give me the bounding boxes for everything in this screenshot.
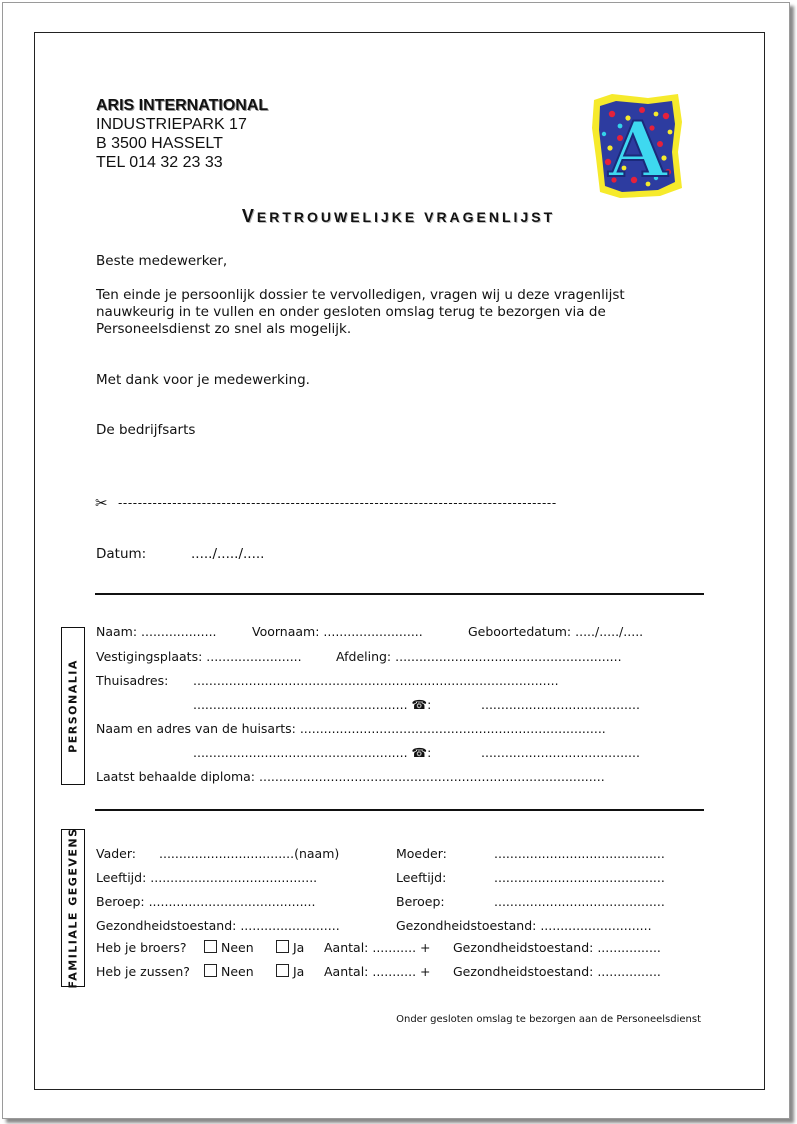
broers-ja-checkbox[interactable]: [276, 940, 289, 953]
moeder-gezondheid-field[interactable]: Gezondheidstoestand: ............................: [396, 918, 652, 933]
date-label: Datum:: [96, 546, 147, 562]
voornaam-field[interactable]: Voornaam: .........................: [252, 624, 423, 639]
zussen-question: Heb je zussen?: [96, 964, 190, 979]
greeting: Beste medewerker,: [96, 253, 228, 269]
company-block: [96, 96, 268, 172]
checkbox-label: Ja: [293, 940, 305, 955]
vader-gezondheid-field[interactable]: Gezondheidstoestand: .........................: [96, 918, 340, 933]
company-phone: TEL 014 32 23 33: [96, 154, 223, 171]
zussen-neen-checkbox[interactable]: [204, 964, 217, 977]
vader-beroep-field[interactable]: Beroep: ..........................................: [96, 894, 316, 909]
diploma-field[interactable]: Laatst behaalde diploma: .......................................................................................: [96, 769, 605, 784]
afdeling-field[interactable]: Afdeling: .........................................................: [336, 649, 622, 664]
logo-letter: A: [608, 105, 668, 194]
checkbox-label: Neen: [221, 940, 254, 955]
geboortedatum-field[interactable]: Geboortedatum: ...../...../.....: [468, 624, 644, 639]
thanks-line: Met dank voor je medewerking.: [96, 372, 310, 388]
document-title: [0, 206, 797, 227]
company-name: ARIS INTERNATIONAL: [96, 97, 269, 114]
vader-leeftijd-field[interactable]: Leeftijd: ..........................................: [96, 870, 318, 885]
section-divider: [95, 593, 704, 595]
company-logo: [590, 92, 686, 200]
zussen-ja-option[interactable]: [276, 964, 304, 979]
moeder-beroep-label: Beroep:: [396, 894, 445, 909]
footer-note: Onder gesloten omslag te bezorgen aan de Personeelsdienst: [396, 1014, 701, 1025]
broers-aantal-field[interactable]: Aantal: ........... +: [324, 940, 431, 955]
vader-label: Vader:: [96, 846, 136, 861]
zussen-ja-checkbox[interactable]: [276, 964, 289, 977]
vestigingsplaats-field[interactable]: Vestigingsplaats: ........................: [96, 649, 302, 664]
naam-field[interactable]: Naam: ...................: [96, 624, 217, 639]
personalia-label-box: [61, 627, 85, 785]
signature: De bedrijfsarts: [96, 422, 196, 438]
vader-field[interactable]: ..................................(naam): [159, 846, 340, 861]
company-address-city: B 3500 HASSELT: [96, 135, 223, 152]
broers-neen-option[interactable]: [204, 940, 254, 955]
huisarts-field[interactable]: Naam en adres van de huisarts: .............................................................................: [96, 721, 606, 736]
moeder-leeftijd-label: Leeftijd:: [396, 870, 447, 885]
broers-gezondheid-field[interactable]: Gezondheidstoestand: ................: [453, 940, 661, 955]
moeder-beroep-field[interactable]: ...........................................: [494, 894, 665, 909]
huisarts-phone-field[interactable]: ........................................: [481, 745, 640, 760]
familiale-label-box: [61, 829, 85, 987]
title-rest: ERTROUWELIJKE VRAGENLIJST: [256, 209, 556, 225]
letter-body: [96, 287, 625, 338]
zussen-gezondheid-field[interactable]: Gezondheidstoestand: ................: [453, 964, 661, 979]
moeder-field[interactable]: ...........................................: [494, 846, 665, 861]
moeder-leeftijd-field[interactable]: ...........................................: [494, 870, 665, 885]
thuisadres-phone-field[interactable]: ........................................: [481, 697, 640, 712]
broers-neen-checkbox[interactable]: [204, 940, 217, 953]
thuisadres-label: Thuisadres:: [96, 673, 169, 688]
thuisadres-field-2[interactable]: ...................................................... ☎:: [193, 697, 432, 712]
zussen-aantal-field[interactable]: Aantal: ........... +: [324, 964, 431, 979]
familiale-label: FAMILIALE GEGEVENS: [66, 827, 80, 989]
letter-body-line: Ten einde je persoonlijk dossier te vervolledigen, vragen wij u deze vragenlijst: [96, 287, 625, 303]
date-field[interactable]: ...../...../.....: [191, 546, 265, 562]
broers-question: Heb je broers?: [96, 940, 187, 955]
moeder-label: Moeder:: [396, 846, 447, 861]
letter-body-line: Personeelsdienst zo snel als mogelijk.: [96, 321, 352, 337]
checkbox-label: Neen: [221, 964, 254, 979]
checkbox-label: Ja: [293, 964, 305, 979]
cut-line: -----------------------------------------------------------------------------------------: [118, 496, 557, 510]
company-address-street: INDUSTRIEPARK 17: [96, 116, 247, 133]
personalia-label: PERSONALIA: [66, 659, 80, 753]
letter-body-line: nauwkeurig in te vullen en onder gesloten omslag terug te bezorgen via de: [96, 304, 606, 320]
zussen-neen-option[interactable]: [204, 964, 254, 979]
title-initial: V: [241, 206, 257, 226]
broers-ja-option[interactable]: [276, 940, 304, 955]
thuisadres-field[interactable]: ............................................................................................: [193, 673, 559, 688]
section-divider: [95, 809, 704, 811]
huisarts-field-2[interactable]: ...................................................... ☎:: [193, 745, 432, 760]
scissors-icon: ✂: [95, 494, 108, 512]
